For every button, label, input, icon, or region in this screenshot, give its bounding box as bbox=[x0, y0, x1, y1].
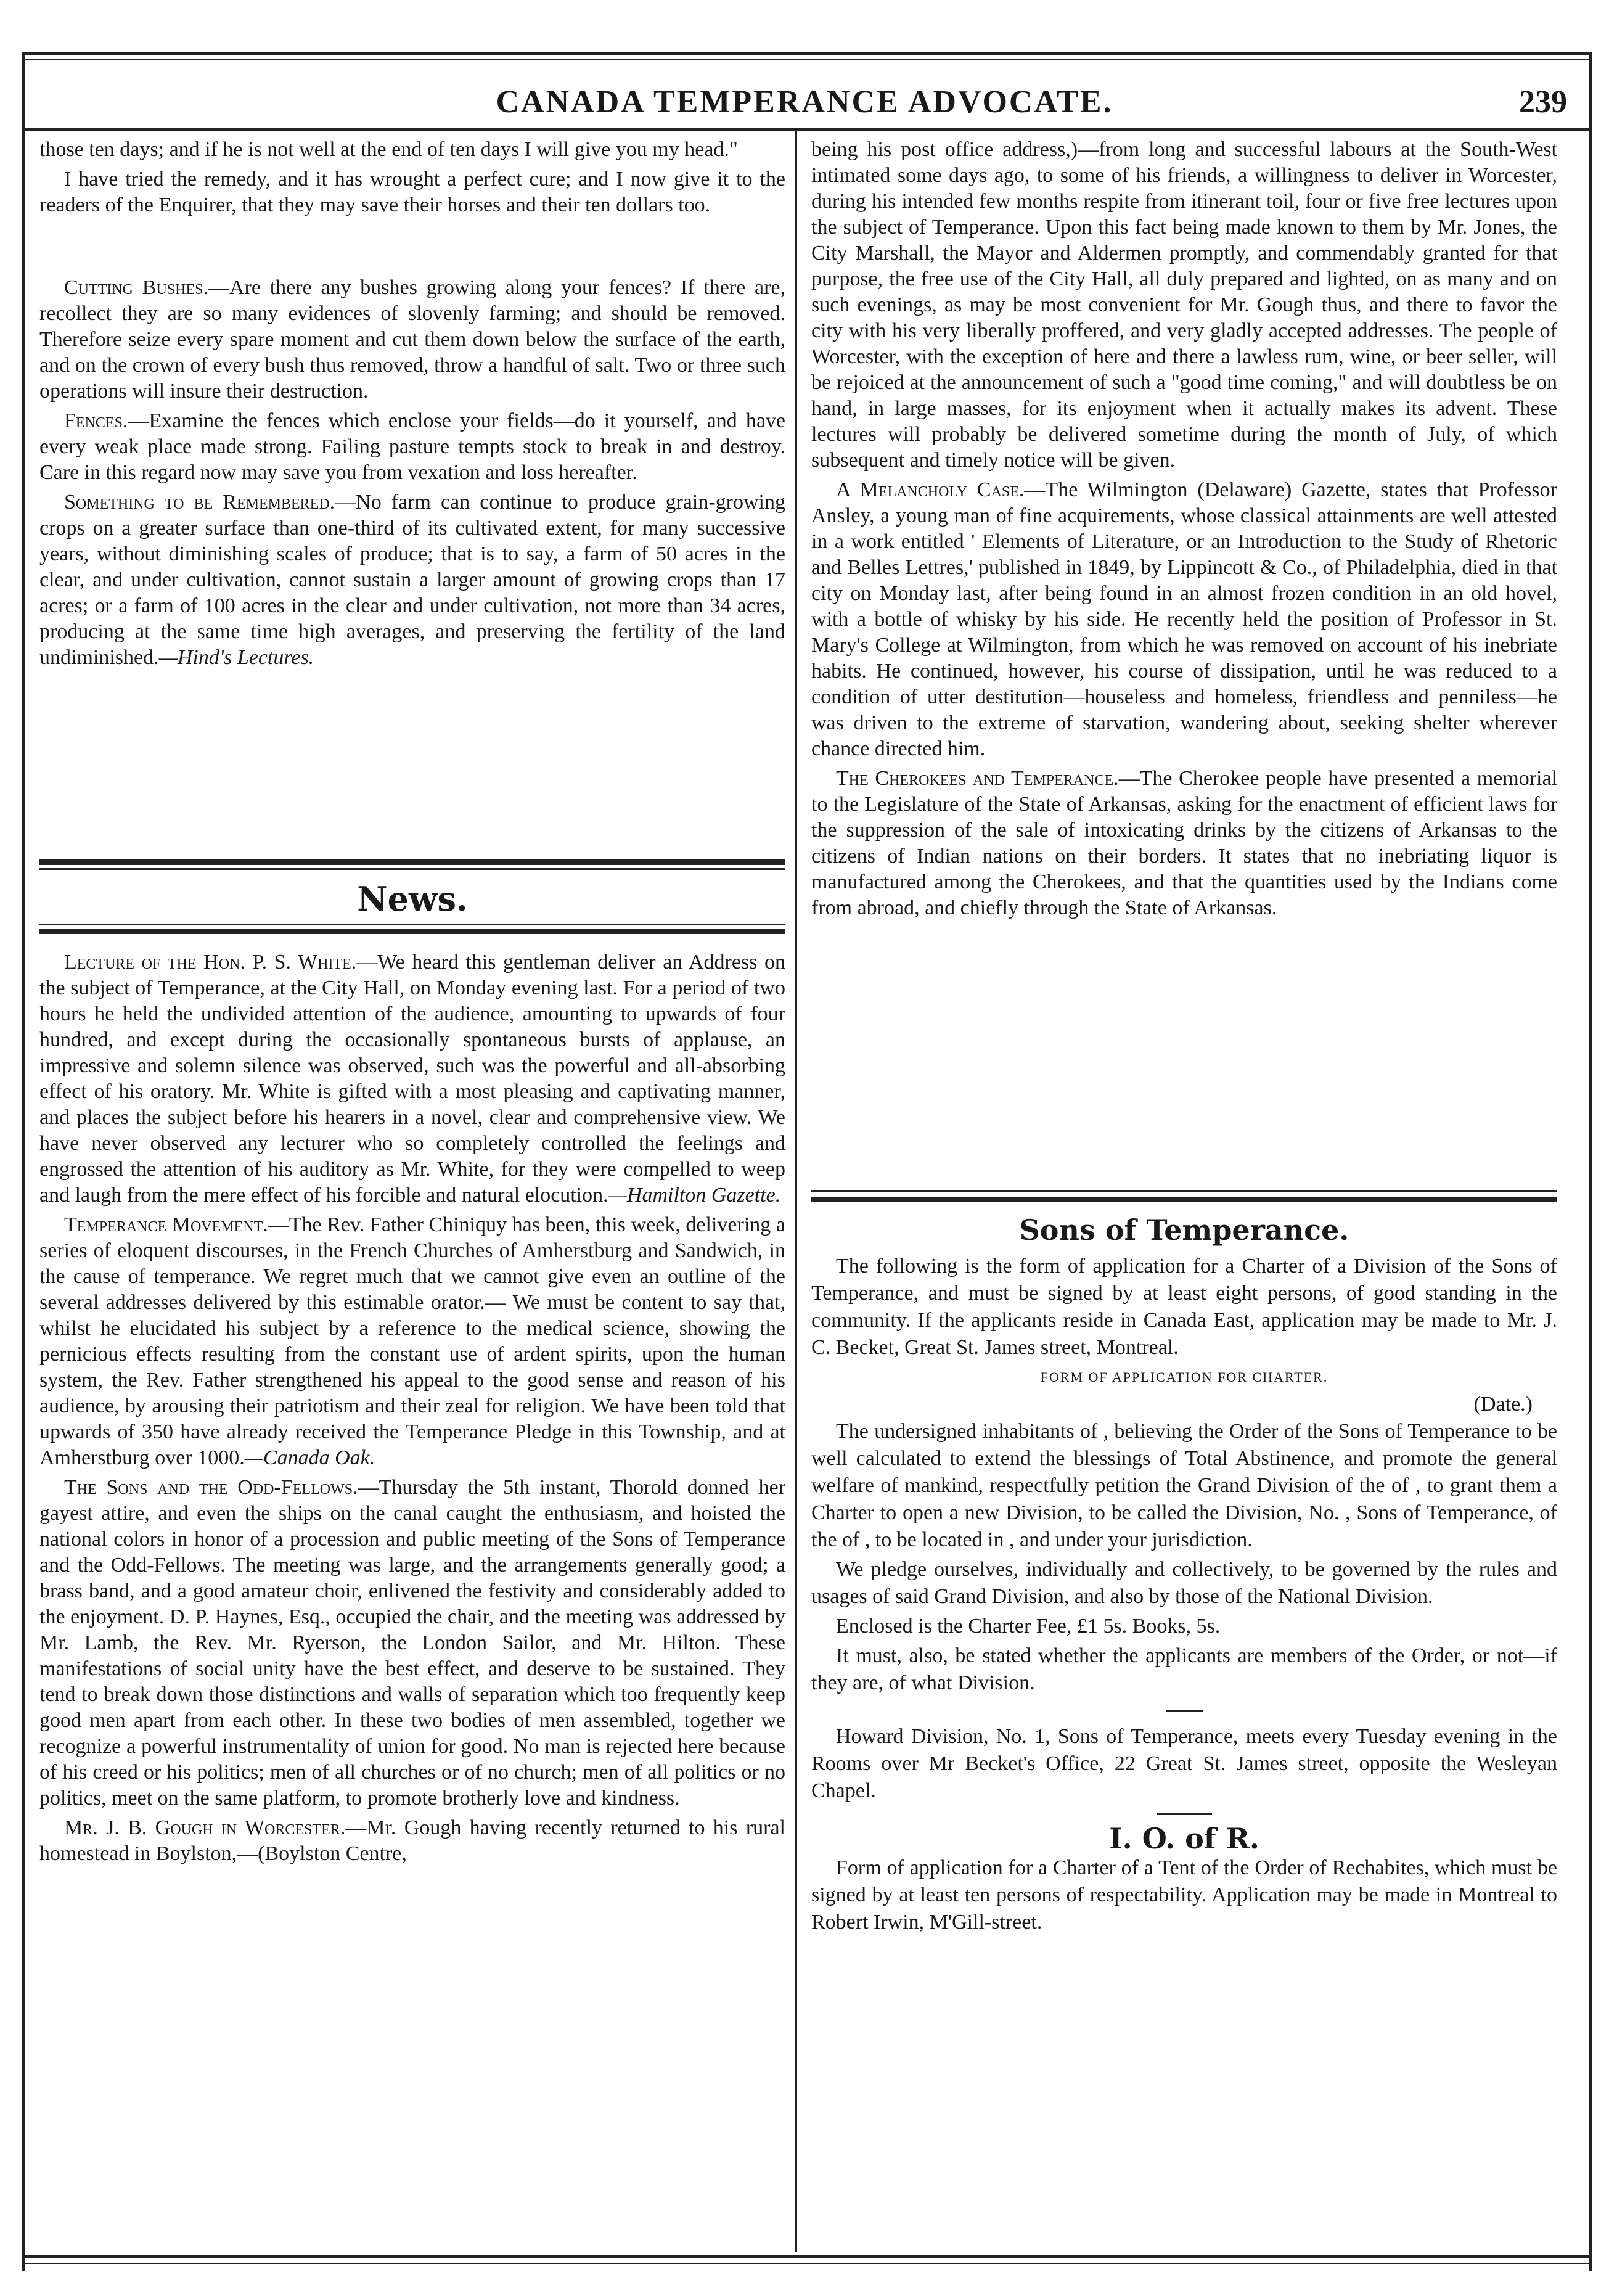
form-pledge: We pledge ourselves, individually and collectively, to be governed by the rules and usages of said Grand Division, and also by those of the National Division. bbox=[811, 1558, 1557, 1608]
article-text: —We heard this gentleman deliver an Address on the subject of Temperance, at the City Hall, on Monday evening last. For a period of two hours he held the undivided attention of the audience, amounting to upwards of four hundred, and except during the occasionally spontaneous bursts of applause, an impressive and solemn silence was observed, such was the powerful and all-absorbing effect of his oratory. Mr. White is gifted with a most pleasing and captivating manner, and places the subject before his hearers in a novel, clear and comprehensive view. We have never observed any lecturer who so completely controlled the feelings and engrossed the attention of his auditory as Mr. White, for they were compelled to weep and laugh from the mere effect of his forcible and natural elocution. bbox=[39, 951, 785, 1207]
article-heading: Temperance Movement. bbox=[64, 1213, 268, 1236]
paragraph: being his post office address,)—from long and successful labours at the South-West intimated some days ago, to some of his friends, a willingness to deliver in Worcester, during his intended few months respite from itinerant toil, four or five free lectures upon the subject of Temperance. Upon this fact being made known to them by Mr. Jones, the City Marshall, the Mayor and Aldermen promptly, and commendably granted for that purpose, the free use of the City Hall, all duly prepared and lighted, on as many and on such evenings, as may be most convenient for Mr. Gough thus, and there to favor the city with his very liberally proffered, and very gladly accepted addresses. The people of Worcester, with the exception of here and there a lawless rum, wine, or beer seller, will be rejoiced at the announcement of such a "good time coming," and will doubtless be on hand, in large masses, for its enjoyment when it actually makes its advent. These lectures will probably be delivered sometime during the month of July, of which subsequent and timely notice will be given. bbox=[811, 138, 1557, 472]
bottom-border-inner bbox=[22, 2263, 1592, 2264]
news-heading: News. bbox=[357, 879, 468, 919]
article-oddfellows bbox=[39, 1475, 785, 1811]
article-movement bbox=[39, 1212, 785, 1471]
bottom-border bbox=[22, 2255, 1592, 2258]
sons-rule bbox=[811, 1190, 1557, 1202]
article-fences bbox=[39, 408, 785, 486]
left-column-top bbox=[39, 137, 785, 674]
ior-heading: I. O. of R. bbox=[1109, 1822, 1259, 1855]
article-heading: The Sons and the Odd-Fellows. bbox=[64, 1476, 358, 1499]
form-stated: It must, also, be stated whether the applicants are members of the Order, or not—if they are, of what Division. bbox=[811, 1644, 1557, 1694]
article-something bbox=[39, 490, 785, 671]
masthead-title: CANADA TEMPERANCE ADVOCATE. bbox=[496, 84, 1113, 120]
article-text: —The Rev. Father Chiniquy has been, this week, delivering a series of eloquent discourses, in the French Churches of Amherstburg and Sandwich, in the cause of temperance. We regret much that we cannot give even an outline of the several addresses delivered by this estimable orator.— We must be content to say that, whilst he elucidated his subject by a reference to the medical science, showing the pernicious effects resulting from the constant use of ardent spirits, upon the human system, the Rev. Father strengthened his appeal to the good sense and reason of his audience, by arousing their patriotism and their zeal for religion. We have been told that upwards of 350 have already received the Temperance Pledge in this Township, and at Amherstburg over 1000. bbox=[39, 1213, 785, 1469]
news-heading-block bbox=[39, 859, 785, 938]
page-number: 239 bbox=[1519, 84, 1567, 120]
page-header bbox=[37, 73, 1572, 128]
separator bbox=[1166, 1710, 1203, 1712]
form-text: The undersigned inhabitants of , believing the Order of the Sons of Temperance to be well calculated to extend the blessings of Total Abstinence, and promote the general welfare of mankind, respectfully petition the Grand Division of the of , to grant them a Charter to open a new Division, to be called the Division, No. , Sons of Temperance, of the of , to be located in , and under your jurisdiction. bbox=[811, 1420, 1557, 1551]
article-heading: Mr. J. B. Gough in Worcester. bbox=[64, 1816, 346, 1839]
column-divider bbox=[795, 131, 797, 2252]
right-column-top bbox=[811, 137, 1557, 925]
article-cutting-bushes bbox=[39, 275, 785, 404]
article-text: —Mr. Gough having recently returned to his rural homestead in Boylston,—(Boylston Centre, bbox=[39, 1816, 785, 1865]
article-text: —The Wilmington (Delaware) Gazette, states that Professor Ansley, a young man of fine acquirements, whose classical attainments are well attested in a work entitled ' Elements of Literature, or an Introduction to the Study of Rhetoric and Belles Lettres,' published in 1849, by Lippincott & Co., of Philadelphia, died in that city on Monday last, after being found in an almost frozen condition in an old hovel, with a bottle of whisky by his side. He recently held the position of Professor in St. Mary's College at Wilmington, from which he was removed on account of his inebriate habits. He continued, however, his course of dissipation, until he was reduced to a condition of utter destitution—houseless and homeless, friendless and penniless—he was driven to the extreme of starvation, wandering about, seeking shelter wherever chance directed him. bbox=[811, 478, 1557, 760]
header-rule bbox=[25, 128, 1589, 131]
article-source: —Hind's Lectures. bbox=[158, 646, 314, 669]
article-text: —Are there any bushes growing along your fences? If there are, recollect they are so many evidences of slovenly farming; and should be removed. Therefore seize every spare moment and cut them down below the surface of the earth, and on the crown of every bush thus removed, throw a handful of salt. Two or three such operations will insure their destruction. bbox=[39, 276, 785, 403]
article-heading: Cutting Bushes. bbox=[64, 276, 208, 299]
article-lecture bbox=[39, 949, 785, 1208]
article-melancholy bbox=[811, 477, 1557, 762]
paragraph: those ten days; and if he is not well at the end of ten days I will give you my head." bbox=[39, 138, 738, 161]
article-cherokees bbox=[811, 766, 1557, 921]
left-column-news bbox=[39, 949, 785, 1871]
howard-division: Howard Division, No. 1, Sons of Temperance, meets every Tuesday evening in the Rooms over Mr Becket's Office, 22 Great St. James street, opposite the Wesleyan Chapel. bbox=[811, 1725, 1557, 1802]
article-text: —The Cherokee people have presented a memorial to the Legislature of the State of Arkansas, asking for the enactment of efficient laws for the suppression of the sale of intoxicating drinks by the citizens of Arkansas to the citizens of Indian nations on their borders. It states that no inebriating liquor is manufactured among the Cherokees, and that the quantities used by the Indians come from abroad, and chiefly through the State of Arkansas. bbox=[811, 767, 1557, 919]
sons-heading: Sons of Temperance. bbox=[1019, 1213, 1349, 1247]
article-source: —Hamilton Gazette. bbox=[608, 1184, 781, 1207]
article-heading: A Melancholy Case. bbox=[836, 478, 1025, 501]
separator bbox=[1157, 1813, 1212, 1815]
sons-intro: The following is the form of application for a Charter of a Division of the Sons of Temperance, and must be signed by at least eight persons, of good standing in the community. If the applicants reside in Canada East, application may be made to Mr. J. C. Becket, Great St. James street, Montreal. bbox=[811, 1255, 1557, 1359]
article-source: —Canada Oak. bbox=[244, 1446, 375, 1469]
article-heading: Fences. bbox=[64, 409, 128, 432]
article-heading: Lecture of the Hon. P. S. White. bbox=[64, 951, 357, 974]
sons-section bbox=[811, 1253, 1557, 1938]
article-text: —Examine the fences which enclose your fields—do it yourself, and have every weak place made strong. Failing pasture tempts stock to break in and destroy. Care in this regard now may save you from vexation and loss hereafter. bbox=[39, 409, 785, 484]
paragraph: I have tried the remedy, and it has wrought a perfect cure; and I now give it to the readers of the Enquirer, that they may save their horses and their ten dollars too. bbox=[39, 168, 785, 216]
ior-text: Form of application for a Charter of a Tent of the Order of Rechabites, which must be signed by at least ten persons of respectability. Application may be made in Montreal to Robert Irwin, M'Gill-street. bbox=[811, 1856, 1557, 1933]
article-text: —No farm can continue to produce grain-growing crops on a greater surface than one-third of its cultivated extent, for many successive years, without diminishing scales of produce; that is to say, a farm of 50 acres in the clear, and under cultivation, cannot sustain a larger amount of growing crops than 17 acres; or a farm of 100 acres in the clear and under cultivation, not more than 34 acres, producing at the same time high averages, and preserving the fertility of the land undiminished. bbox=[39, 491, 785, 669]
article-heading: The Cherokees and Temperance. bbox=[836, 767, 1119, 790]
form-title: FORM OF APPLICATION FOR CHARTER. bbox=[1040, 1369, 1329, 1385]
form-fee: Enclosed is the Charter Fee, £1 5s. Books, 5s. bbox=[836, 1615, 1221, 1638]
form-date: (Date.) bbox=[1473, 1393, 1533, 1416]
article-text: —Thursday the 5th instant, Thorold donned her gayest attire, and even the ships on the canal caught the enthusiasm, and hoisted the national colors in honor of a procession and public meeting of the Sons of Temperance and the Odd-Fellows. The meeting was large, and the arrangements generally good; a brass band, and a good amateur choir, enlivened the festivity and considerably added to the enjoyment. D. P. Haynes, Esq., occupied the chair, and the meeting was addressed by Mr. Lamb, the Rev. Mr. Ryerson, the London Sailor, and Mr. Hilton. These manifestations of social unity have the best effect, and deserve to be sustained. They tend to break down those distinctions and walls of separation which too frequently keep good men apart from each other. In these two bodies of men assembled, together we recognize a powerful instrumentality of union for good. No man is rejected here because of his creed or his politics; men of all churches or of no church; men of all politics or no politics, meet on the same platform, to promote brotherly love and kindness. bbox=[39, 1476, 785, 1810]
article-heading: Something to be Remembered. bbox=[64, 491, 335, 514]
article-gough bbox=[39, 1815, 785, 1867]
